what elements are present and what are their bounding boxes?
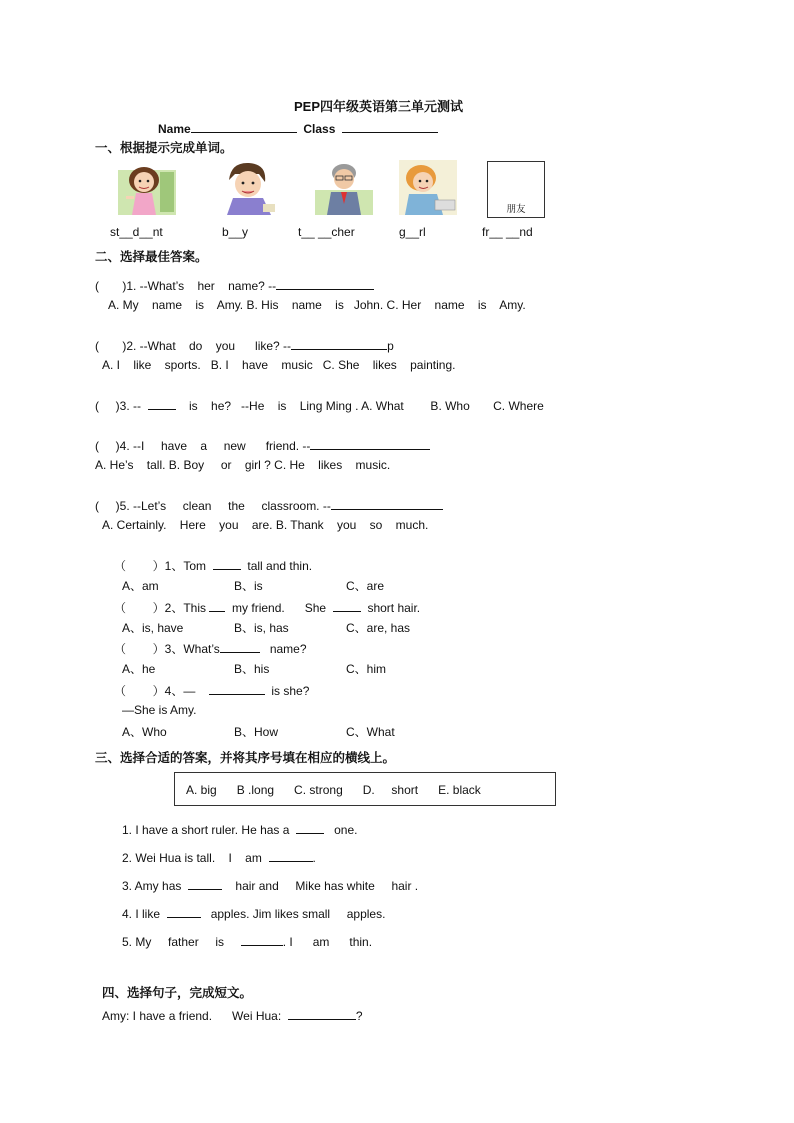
s3-blank-2[interactable] <box>269 849 313 862</box>
word-friend: fr__ __nd <box>482 225 533 239</box>
class-label: Class <box>303 122 336 136</box>
section1-heading: 一、根据提示完成单词。 <box>95 141 233 155</box>
name-label: Name <box>158 122 191 136</box>
s3-sentence-4: 4. I like apples. Jim likes small apples. <box>122 907 386 921</box>
s3-blank-5[interactable] <box>241 933 283 946</box>
extra4-reply: —She is Amy. <box>122 703 197 717</box>
friend-hint-text: 朋友 <box>506 204 526 215</box>
section4-heading: 四、选择句子，完成短文。 <box>102 986 253 1000</box>
name-blank[interactable] <box>191 120 297 133</box>
word-boy: b__y <box>222 225 249 239</box>
page-title: PEP四年级英语第三单元测试 <box>294 99 464 114</box>
friend-hint-box <box>487 161 545 218</box>
q4-stem: ( )4. --I have a new friend. -- <box>95 437 430 454</box>
q3-blank[interactable] <box>148 397 176 410</box>
word-student: st__d__nt <box>110 225 163 239</box>
s3-sentence-1: 1. I have a short ruler. He has a one. <box>122 823 358 837</box>
extra4-option-a: A、Who <box>122 725 167 739</box>
extra1-option-c: C、are <box>346 579 385 593</box>
extra3-stem: （ ）3、What’s name? <box>114 642 307 656</box>
extra2-option-b: B、is, has <box>234 621 289 635</box>
extra2-option-c: C、are, has <box>346 621 411 635</box>
q1-stem: ( )1. --What’s her name? -- <box>95 277 374 294</box>
extra1-blank[interactable] <box>213 557 241 570</box>
q5-stem: ( )5. --Let’s clean the classroom. -- <box>95 497 443 514</box>
q5-options: A. Certainly. Here you are. B. Thank you so much. <box>102 518 429 532</box>
girl-icon <box>399 160 457 215</box>
q5-blank[interactable] <box>331 497 443 510</box>
q4-blank[interactable] <box>310 437 430 450</box>
boy-icon <box>219 160 277 215</box>
extra1-option-a: A、am <box>122 579 159 593</box>
extra3-option-c: C、him <box>346 662 387 676</box>
q2-stem: ( )2. --What do you like? -- p <box>95 339 394 353</box>
extra2-stem: （ ）2、This my friend. She short hair. <box>114 601 421 615</box>
word-teacher: t__ __cher <box>298 225 355 239</box>
section3-heading: 三、选择合适的答案，并将其序号填在相应的横线上。 <box>95 751 396 765</box>
s3-blank-4[interactable] <box>167 905 201 918</box>
extra3-blank[interactable] <box>220 640 260 653</box>
extra1-stem: （ ）1、Tom tall and thin. <box>114 559 313 573</box>
extra4-option-c: C、What <box>346 725 395 739</box>
extra2-blank-2[interactable] <box>333 599 361 612</box>
word-bank-options: A. big B .long C. strong D. short E. black <box>186 783 481 797</box>
q3-line: ( )3. -- is he? --He is Ling Ming . A. What B. Who C. Where <box>95 399 544 413</box>
extra3-option-a: A、he <box>122 662 156 676</box>
extra4-blank[interactable] <box>209 682 265 695</box>
girl-student-icon <box>118 160 176 215</box>
class-blank[interactable] <box>342 120 438 133</box>
q2-blank[interactable] <box>291 337 387 350</box>
word-girl: g__rl <box>399 225 426 239</box>
extra4-stem: （ ）4、— is she? <box>114 684 310 698</box>
extra2-option-a: A、is, have <box>122 621 184 635</box>
extra4-option-b: B、How <box>234 725 279 739</box>
s4-blank-1[interactable] <box>288 1007 356 1020</box>
s4-line-1: Amy: I have a friend. Wei Hua: ? <box>102 1009 363 1023</box>
q4-options: A. He’s tall. B. Boy or girl ? C. He likes music. <box>95 458 391 472</box>
q1-blank[interactable] <box>276 277 374 290</box>
s3-sentence-2: 2. Wei Hua is tall. I am . <box>122 851 316 865</box>
extra2-blank-1[interactable] <box>209 599 225 612</box>
teacher-icon <box>315 160 373 215</box>
s3-blank-1[interactable] <box>296 821 324 834</box>
extra3-option-b: B、his <box>234 662 270 676</box>
extra1-option-b: B、is <box>234 579 263 593</box>
section2-heading: 二、选择最佳答案。 <box>95 250 208 264</box>
s3-blank-3[interactable] <box>188 877 222 890</box>
name-class-line <box>158 120 438 137</box>
s3-sentence-3: 3. Amy has hair and Mike has white hair . <box>122 879 419 893</box>
q2-options: A. I like sports. B. I have music C. She likes painting. <box>102 358 456 372</box>
s3-sentence-5: 5. My father is . I am thin. <box>122 935 373 949</box>
q1-options: A. My name is Amy. B. His name is John. C. Her name is Amy. <box>108 298 526 312</box>
